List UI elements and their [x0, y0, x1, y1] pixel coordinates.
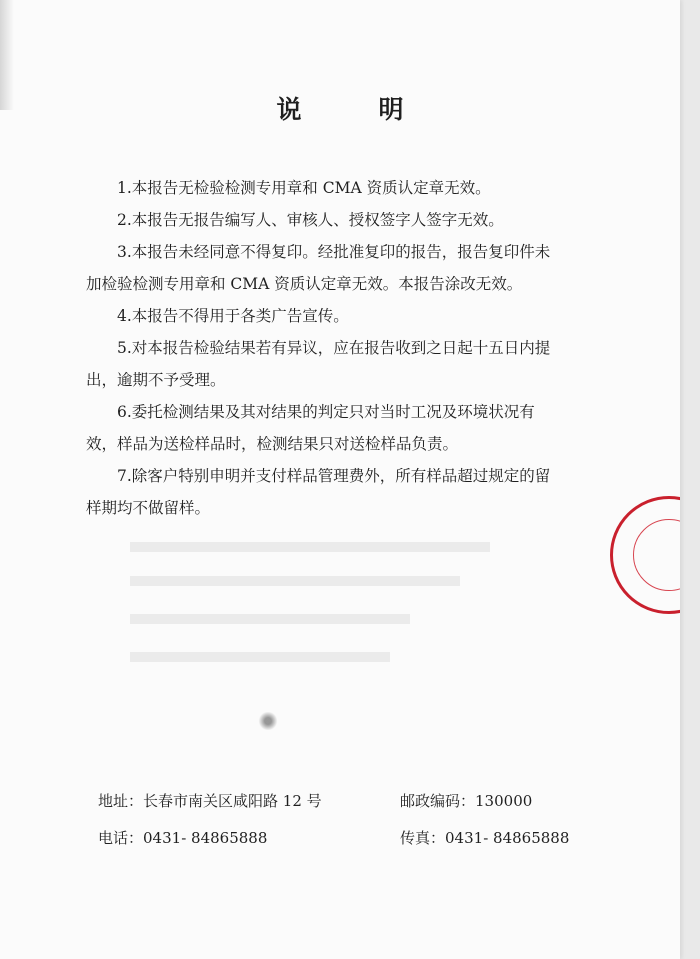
- bleed-through-line: [130, 652, 390, 662]
- notice-item-7: 7.除客户特别申明并支付样品管理费外，所有样品超过规定的留样期均不做留样。: [86, 467, 551, 517]
- fax-value: 0431- 84865888: [445, 829, 570, 847]
- red-seal-stamp: [610, 496, 680, 614]
- ink-smudge: [258, 712, 278, 730]
- notice-item-5: 5.对本报告检验结果若有异议，应在报告收到之日起十五日内提出，逾期不予受理。: [86, 339, 551, 389]
- notice-item-2: 2.本报告无报告编写人、审核人、授权签字人签字无效。: [117, 211, 504, 229]
- notice-item-4: 4.本报告不得用于各类广告宣传。: [117, 307, 349, 325]
- bleed-through-line: [130, 614, 410, 624]
- bleed-through-line: [130, 542, 490, 552]
- address-value: 长春市南关区咸阳路 12 号: [143, 792, 322, 810]
- bleed-through-line: [130, 576, 460, 586]
- page-title: 说 明: [276, 95, 430, 124]
- phone-value: 0431- 84865888: [143, 829, 268, 847]
- notice-item-1: 1.本报告无检验检测专用章和 CMA 资质认定章无效。: [117, 179, 491, 197]
- fax-label: 传真：: [400, 829, 446, 847]
- postcode-value: 130000: [475, 792, 533, 810]
- notice-item-3: 3.本报告未经同意不得复印。经批准复印的报告，报告复印件未加检验检测专用章和 CMA 资质认定章无效。本报告涂改无效。: [86, 243, 551, 293]
- notice-list: [86, 172, 556, 524]
- notice-item-6: 6.委托检测结果及其对结果的判定只对当时工况及环境状况有效，样品为送检样品时，检测结果只对送检样品负责。: [86, 403, 535, 453]
- fax-line: [400, 827, 569, 848]
- phone-line: [98, 827, 267, 848]
- phone-label: 电话：: [98, 829, 144, 847]
- postcode-label: 邮政编码：: [400, 792, 476, 810]
- address-label: 地址：: [98, 792, 144, 810]
- red-seal-inner-ring: [633, 519, 680, 591]
- address-line: [98, 790, 322, 811]
- postcode-line: [400, 790, 532, 811]
